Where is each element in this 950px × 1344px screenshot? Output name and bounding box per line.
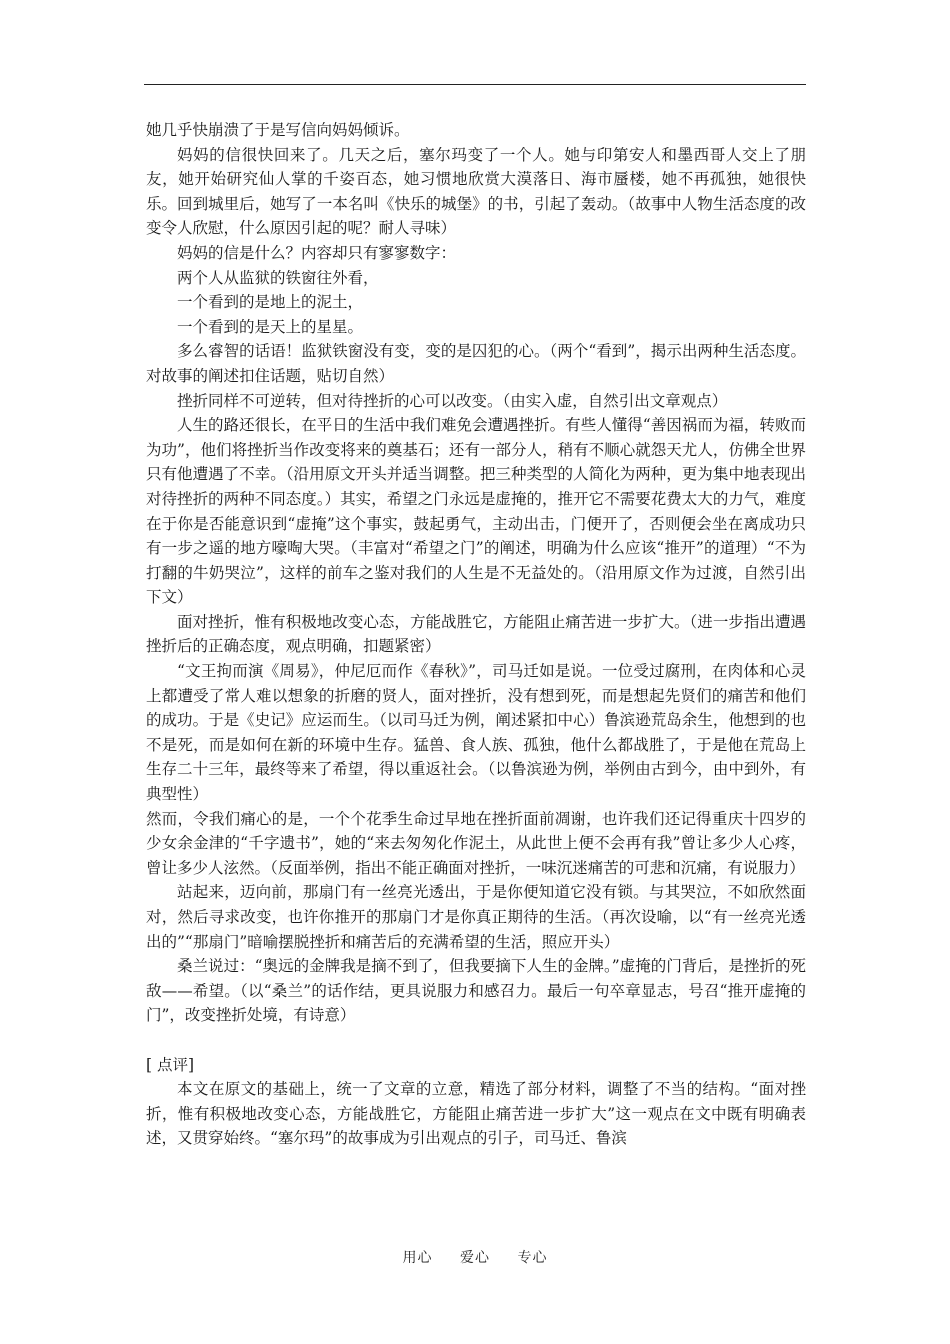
paragraph: 本文在原文的基础上，统一了文章的立意，精选了部分材料，调整了不当的结构。“面对挫折，惟有积极地改变心态，方能战胜它，方能阻止痛苦进一步扩大”这一观点在文中既有明确表述，又贯穿始终。“塞尔玛”的故事成为引出观点的引子，司马迁、鲁滨 xyxy=(146,1080,806,1148)
paragraph: 挫折同样不可逆转，但对待挫折的心可以改变。（由实入虚，自然引出文章观点） xyxy=(177,391,728,410)
footer-item: 爱心 xyxy=(460,1250,490,1266)
paragraph: 站起来，迈向前，那扇门有一丝亮光透出，于是你便知道它没有锁。与其哭泣，不如欣然面对，然后寻求改变，也许你推开的那扇门才是你真正期待的生活。（再次设喻，以“有一丝亮光透出的”“那扇门”暗喻摆脱挫折和痛苦后的充满希望的生活，照应开头） xyxy=(146,883,806,951)
paragraph: 多么睿智的话语！监狱铁窗没有变，变的是囚犯的心。（两个“看到”，揭示出两种生活态度。对故事的阐述扣住话题，贴切自然） xyxy=(146,342,806,385)
paragraph: 妈妈的信是什么？内容却只有寥寥数字： xyxy=(177,243,457,262)
paragraph: 然而，令我们痛心的是，一个个花季生命过早地在挫折面前凋谢，也许我们还记得重庆十四岁的少女余金津的“千字遗书”，她的“来去匆匆化作泥土，从此世上便不会再有我”曾让多少人心疼，曾让多少人泫然。（反面举例，指出不能正确面对挫折，一味沉迷痛苦的可悲和沉痛，有说服力） xyxy=(146,809,806,877)
page-footer xyxy=(0,1247,950,1267)
poem-line: 一个看到的是天上的星星。 xyxy=(177,317,364,336)
document-body xyxy=(146,118,806,1151)
paragraph: “文王拘而演《周易》，仲尼厄而作《春秋》”，司马迁如是说。一位受过腐刑，在肉体和心灵上都遭受了常人难以想象的折磨的贤人，面对挫折，没有想到死，而是想起先贤们的痛苦和他们的成功。于是《史记》应运而生。（以司马迁为例，阐述紧扣中心）鲁滨逊荒岛余生，他想到的也不是死，而是如何在新的环境中生存。猛兽、食人族、孤独，他什么都战胜了，于是他在荒岛上生存二十三年，最终等来了希望，得以重返社会。（以鲁滨逊为例，举例由古到今，由中到外，有典型性） xyxy=(146,662,806,804)
poem-line: 两个人从监狱的铁窗往外看， xyxy=(177,268,379,287)
paragraph: 她几乎快崩溃了于是写信向妈妈倾诉。 xyxy=(146,121,410,139)
footer-item: 用心 xyxy=(402,1250,433,1266)
paragraph: 面对挫折，惟有积极地改变心态，方能战胜它，方能阻止痛苦进一步扩大。（进一步指出遭遇挫折后的正确态度，观点明确，扣题紧密） xyxy=(146,612,806,656)
paragraph: 桑兰说过：“奥远的金牌我是摘不到了，但我要摘下人生的金牌。”虚掩的门背后，是挫折的死敌——希望。（以“桑兰”的话作结，更具说服力和感召力。最后一句卒章显志，号召“推开虚掩的门”，改变挫折处境，有诗意） xyxy=(146,957,806,1025)
header-rule xyxy=(144,84,806,85)
blank-line xyxy=(146,1028,806,1053)
paragraph: 妈妈的信很快回来了。几天之后，塞尔玛变了一个人。她与印第安人和墨西哥人交上了朋友，她开始研究仙人掌的千姿百态，她习惯地欣赏大漠落日、海市蜃楼，她不再孤独，她很快乐。回到城里后，她写了一本名叫《快乐的城堡》的书，引起了轰动。（故事中人物生活态度的改变令人欣慰，什么原因引起的呢？耐人寻味） xyxy=(146,145,806,238)
poem-line: 一个看到的是地上的泥土， xyxy=(177,293,364,312)
footer-item: 专心 xyxy=(517,1250,548,1266)
comment-label: [ 点评] xyxy=(146,1055,195,1074)
paragraph: 人生的路还很长，在平日的生活中我们难免会遭遇挫折。有些人懂得“善因祸而为福，转败而为功”，他们将挫折当作改变将来的奠基石；还有一部分人，稍有不顺心就怨天尤人，仿佛全世界只有他遭遇了不幸。（沿用原文开头并适当调整。把三种类型的人简化为两种，更为集中地表现出对待挫折的两种不同态度。）其实，希望之门永远是虚掩的，推开它不需要花费太大的力气，难度在于你是否能意识到“虚掩”这个事实，鼓起勇气，主动出击，门便开了，否则便会坐在离成功只有一步之遥的地方嚎啕大哭。（丰富对“希望之门”的阐述，明确为什么应该“推开”的道理）“不为打翻的牛奶哭泣”，这样的前车之鉴对我们的人生是不无益处的。（沿用原文作为过渡，自然引出下文） xyxy=(146,416,806,607)
